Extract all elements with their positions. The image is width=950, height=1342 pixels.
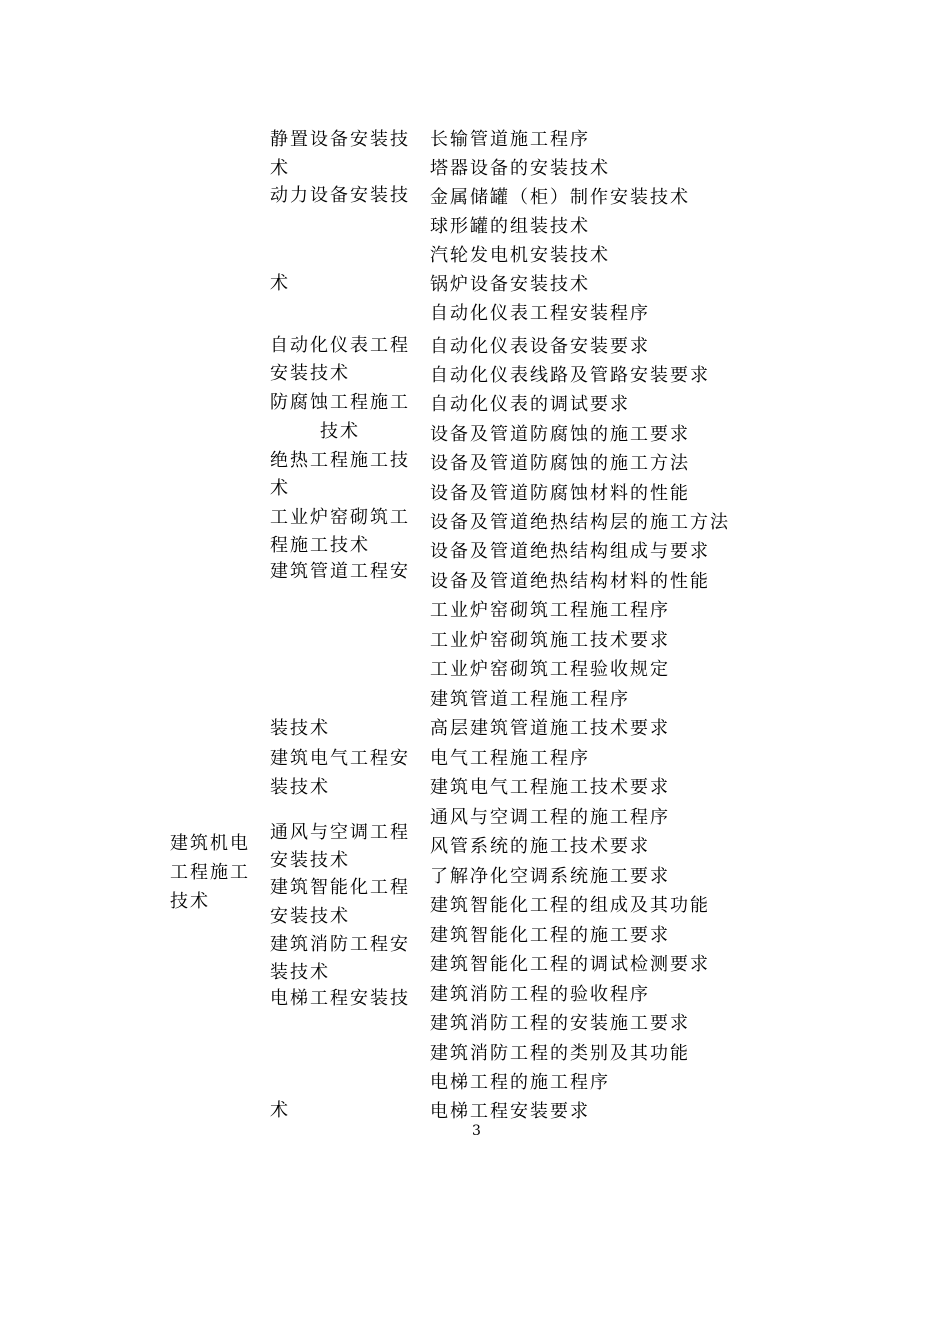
subtopic-line: 防腐蚀工程施工: [270, 392, 410, 413]
subtopic-line: 建筑电气工程安: [270, 748, 410, 769]
item-line: 建筑消防工程的安装施工要求: [430, 1013, 690, 1034]
subtopic-line: 装技术: [270, 777, 330, 798]
subtopic-line: 安装技术: [270, 363, 350, 384]
item-line: 建筑管道工程施工程序: [430, 689, 630, 710]
item-line: 塔器设备的安装技术: [430, 158, 610, 179]
subtopic-line: 动力设备安装技: [270, 185, 410, 206]
item-line: 汽轮发电机安装技术: [430, 245, 610, 266]
subtopic-line: 静置设备安装技: [270, 129, 410, 150]
item-line: 设备及管道防腐蚀材料的性能: [430, 483, 690, 504]
category-label: 技术: [170, 891, 210, 912]
subtopic-line: 术: [270, 478, 290, 499]
item-line: 建筑智能化工程的调试检测要求: [430, 954, 710, 975]
item-line: 设备及管道防腐蚀的施工方法: [430, 453, 690, 474]
subtopic-line: 工业炉窑砌筑工: [270, 507, 410, 528]
item-line: 高层建筑管道施工技术要求: [430, 718, 670, 739]
item-line: 金属储罐（柜）制作安装技术: [430, 187, 690, 208]
subtopic-line: 建筑消防工程安: [270, 934, 410, 955]
subtopic-line: 装技术: [270, 962, 330, 983]
item-line: 建筑电气工程施工技术要求: [430, 777, 670, 798]
item-line: 设备及管道防腐蚀的施工要求: [430, 424, 690, 445]
subtopic-line: 术: [270, 1100, 290, 1121]
item-line: 锅炉设备安装技术: [430, 274, 590, 295]
item-line: 自动化仪表工程安装程序: [430, 303, 650, 324]
subtopic-line: 术: [270, 158, 290, 179]
subtopic-line: 程施工技术: [270, 535, 370, 556]
category-label: 建筑机电: [170, 833, 250, 854]
subtopic-line: 术: [270, 273, 290, 294]
item-line: 了解净化空调系统施工要求: [430, 866, 670, 887]
item-line: 建筑智能化工程的施工要求: [430, 925, 670, 946]
subtopic-line: 安装技术: [270, 906, 350, 927]
item-line: 长输管道施工程序: [430, 129, 590, 150]
item-line: 电梯工程的施工程序: [430, 1072, 610, 1093]
item-line: 工业炉窑砌筑施工技术要求: [430, 630, 670, 651]
page-number: 3: [472, 1123, 481, 1139]
item-line: 工业炉窑砌筑工程验收规定: [430, 659, 670, 680]
item-line: 自动化仪表设备安装要求: [430, 336, 650, 357]
item-line: 电气工程施工程序: [430, 748, 590, 769]
subtopic-line: 技术: [320, 421, 360, 442]
item-line: 设备及管道绝热结构组成与要求: [430, 541, 710, 562]
item-line: 建筑消防工程的类别及其功能: [430, 1043, 690, 1064]
item-line: 设备及管道绝热结构材料的性能: [430, 571, 710, 592]
item-line: 风管系统的施工技术要求: [430, 836, 650, 857]
item-line: 建筑智能化工程的组成及其功能: [430, 895, 710, 916]
item-line: 建筑消防工程的验收程序: [430, 984, 650, 1005]
subtopic-line: 安装技术: [270, 850, 350, 871]
category-label: 工程施工: [170, 862, 250, 883]
item-line: 自动化仪表的调试要求: [430, 394, 630, 415]
subtopic-line: 通风与空调工程: [270, 822, 410, 843]
item-line: 电梯工程安装要求: [430, 1101, 590, 1122]
subtopic-line: 自动化仪表工程: [270, 335, 410, 356]
subtopic-line: 电梯工程安装技: [270, 988, 410, 1009]
item-line: 自动化仪表线路及管路安装要求: [430, 365, 710, 386]
item-line: 球形罐的组装技术: [430, 216, 590, 237]
item-line: 设备及管道绝热结构层的施工方法: [430, 512, 730, 533]
subtopic-line: 建筑智能化工程: [270, 877, 410, 898]
subtopic-line: 装技术: [270, 718, 330, 739]
item-line: 工业炉窑砌筑工程施工程序: [430, 600, 670, 621]
item-line: 通风与空调工程的施工程序: [430, 807, 670, 828]
subtopic-line: 绝热工程施工技: [270, 450, 410, 471]
subtopic-line: 建筑管道工程安: [270, 561, 410, 582]
